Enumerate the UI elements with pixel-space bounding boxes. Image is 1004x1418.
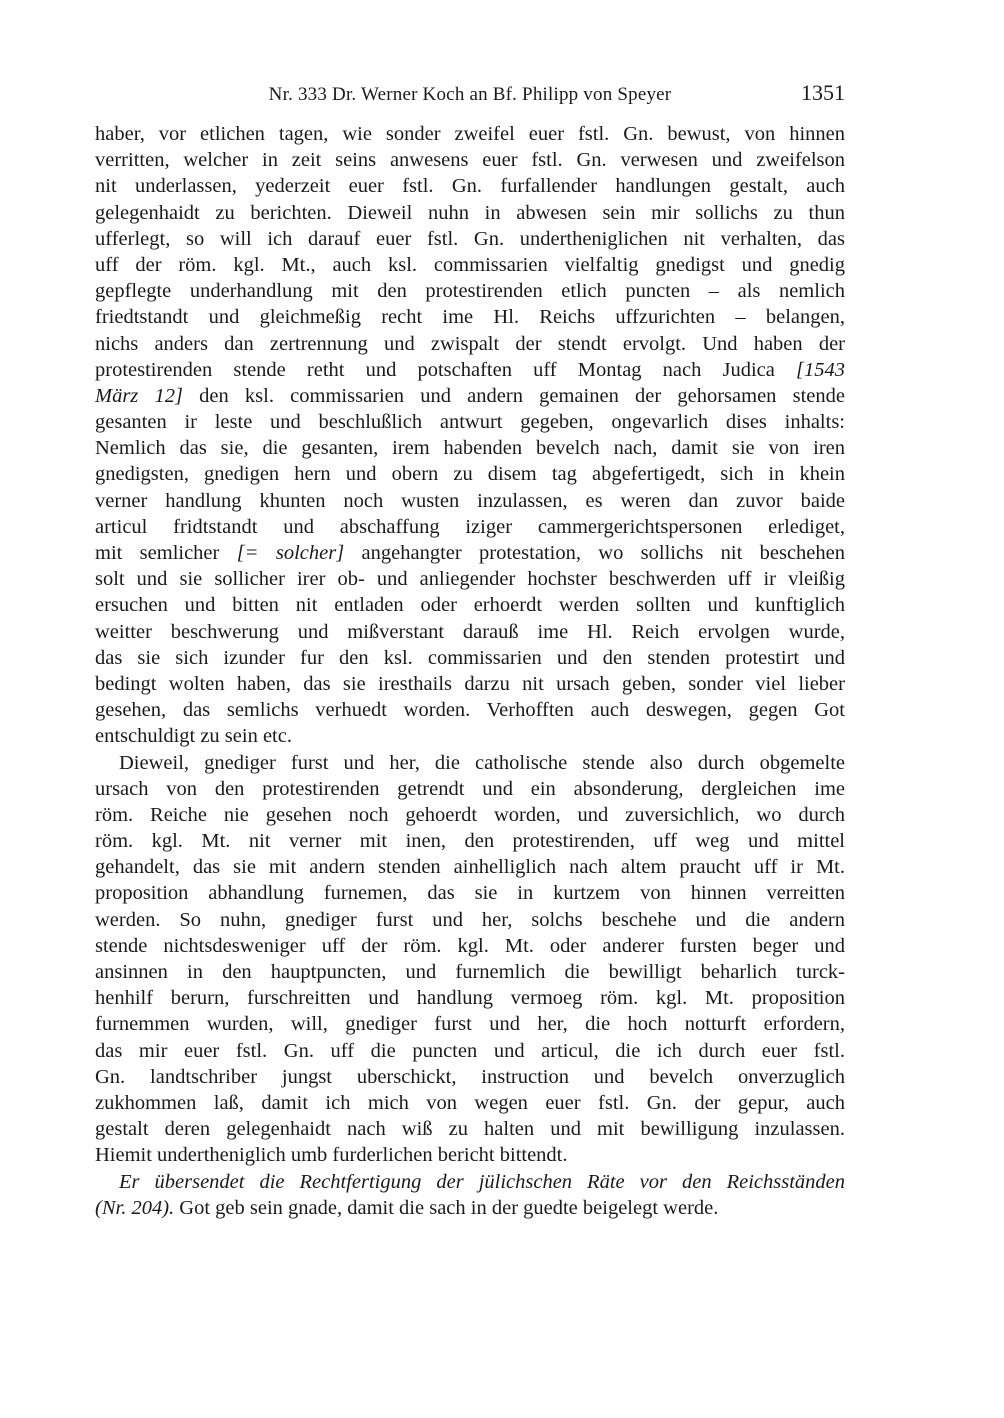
text-segment: das sie sich izunder fur den ksl. commissarien und den stenden protestirt und bbox=[95, 646, 845, 669]
text-line bbox=[95, 645, 845, 671]
text-segment: furnemmen wurden, will, gnediger furst und her, die hoch notturft erfordern, bbox=[95, 1013, 845, 1036]
text-segment: ansinnen in den hauptpuncten, und furnemlich die bewilligt beharlich turck- bbox=[95, 961, 845, 983]
running-title: Nr. 333 Dr. Werner Koch an Bf. Philipp von Speyer bbox=[268, 84, 672, 105]
text-line bbox=[95, 147, 845, 173]
text-segment: ursach von den protestirenden getrendt und ein absonderung, dergleichen ime bbox=[95, 777, 845, 800]
text-segment: proposition abhandlung furnemen, das sie in kurtzem von hinnen verreitten bbox=[95, 882, 845, 905]
text-segment: gnedigsten, gnedigen hern und obern zu disem tag abgefertigedt, sich in khein bbox=[95, 463, 845, 486]
text-line bbox=[95, 592, 845, 618]
text-line bbox=[95, 1169, 845, 1195]
text-line bbox=[95, 1011, 845, 1037]
text-line bbox=[95, 723, 845, 749]
page-number: 1351 bbox=[801, 80, 845, 105]
text-segment: haber, vor etlichen tagen, wie sonder zweifel euer fstl. Gn. bewust, von hinnen bbox=[95, 123, 845, 145]
text-line bbox=[95, 461, 845, 487]
text-segment: angehangter protestation, wo sollichs nit beschehen bbox=[344, 542, 845, 564]
text-segment: nit underlassen, yederzeit euer fstl. Gn. furfallender handlungen gestalt, auch bbox=[95, 175, 845, 198]
text-line bbox=[95, 854, 845, 880]
text-line bbox=[95, 671, 845, 697]
text-segment: ersuchen und bitten nit entladen oder erhoerdt werden sollten und kunftiglich bbox=[95, 594, 845, 617]
text-line bbox=[95, 959, 845, 985]
text-segment: verner handlung khunten noch wusten inzulassen, es weren dan zuvor baide bbox=[95, 489, 845, 512]
text-line bbox=[95, 200, 845, 226]
text-line bbox=[95, 697, 845, 723]
text-segment: weitter beschwerung und mißverstant darauß ime Hl. Reich ervolgen wurde, bbox=[95, 620, 845, 643]
text-line bbox=[95, 907, 845, 933]
text-segment: verritten, welcher in zeit seins anwesens euer fstl. Gn. verwesen und zweifelson bbox=[95, 149, 845, 172]
text-segment: Got geb sein gnade, damit die sach in der guedte beigelegt werde. bbox=[174, 1196, 719, 1219]
text-segment: gesehen, das semlichs verhuedt worden. Verhofften auch deswegen, gegen Got bbox=[95, 699, 845, 722]
text-segment: mit semlicher bbox=[95, 542, 237, 564]
text-line bbox=[95, 226, 845, 252]
text-line bbox=[95, 802, 845, 828]
text-segment: solt und sie sollicher irer ob- und anliegender hochster beschwerden uff ir vleißig bbox=[95, 568, 845, 591]
text-line bbox=[95, 514, 845, 540]
text-segment: bedingt wolten haben, das sie iresthails darzu nit ursach geben, sonder viel lieber bbox=[95, 672, 845, 695]
text-segment: stende nichtsdesweniger uff der röm. kgl. Mt. oder anderer fursten beger und bbox=[95, 934, 845, 957]
text-segment: gesanten ir leste und beschlußlich antwurt gegeben, ongevarlich dises inhalts: bbox=[95, 411, 845, 434]
text-line bbox=[95, 828, 845, 854]
text-line bbox=[95, 566, 845, 592]
text-line bbox=[95, 1090, 845, 1116]
text-line bbox=[95, 1116, 845, 1142]
italic-segment: [1543 bbox=[796, 358, 845, 381]
text-line bbox=[95, 750, 845, 776]
text-segment: das mir euer fstl. Gn. uff die puncten und articul, die ich durch euer fstl. bbox=[95, 1039, 845, 1062]
text-line bbox=[95, 304, 845, 330]
text-segment: röm. kgl. Mt. nit verner mit inen, den protestirenden, uff weg und mittel bbox=[95, 830, 845, 853]
text-line bbox=[95, 252, 845, 278]
text-line bbox=[95, 1038, 845, 1064]
text-line bbox=[95, 278, 845, 304]
text-segment: zukhommen laß, damit ich mich von wegen euer fstl. Gn. der gepur, auch bbox=[95, 1091, 845, 1114]
text-line bbox=[95, 985, 845, 1011]
text-line bbox=[95, 933, 845, 959]
text-segment: protestirenden stende retht und potschaften uff Montag nach Judica bbox=[95, 358, 797, 381]
text-segment: Gn. landtschriber jungst uberschickt, instruction und bevelch onverzuglich bbox=[95, 1065, 845, 1088]
text-line bbox=[95, 121, 845, 147]
text-segment: ufferlegt, so will ich darauf euer fstl. Gn. undertheniglichen nit verhalten, das bbox=[95, 227, 845, 250]
text-segment: gepflegte underhandlung mit den protestirenden etlich puncten – als nemlich bbox=[95, 280, 845, 303]
text-line bbox=[95, 540, 845, 566]
text-segment: Hiemit undertheniglich umb furderlichen bericht bittendt. bbox=[95, 1144, 568, 1167]
text-segment: röm. Reiche nie gesehen noch gehoerdt worden, und zuversichlich, wo durch bbox=[95, 803, 845, 826]
text-segment: henhilf berurn, furschreitten und handlung vermoeg röm. kgl. Mt. proposition bbox=[95, 987, 845, 1010]
text-segment: den ksl. commissarien und andern gemainen der gehorsamen stende bbox=[182, 384, 845, 407]
text-line bbox=[95, 619, 845, 645]
text-line bbox=[95, 776, 845, 802]
text-line bbox=[95, 1195, 845, 1221]
text-line bbox=[95, 488, 845, 514]
text-segment: gestalt deren gelegenhaidt nach wiß zu halten und mit bewilligung inzulassen. bbox=[95, 1118, 845, 1141]
text-segment: uff der röm. kgl. Mt., auch ksl. commissarien vielfaltig gnedigst und gnedig bbox=[95, 253, 845, 276]
italic-segment: März 12] bbox=[95, 384, 183, 407]
italic-segment: Er übersendet die Rechtfertigung der jülichschen Räte vor den Reichsständen bbox=[119, 1170, 845, 1193]
text-segment: entschuldigt zu sein etc. bbox=[95, 725, 292, 748]
text-segment: Dieweil, gnediger furst und her, die catholische stende also durch obgemelte bbox=[119, 751, 845, 774]
text-segment: Nemlich das sie, die gesanten, irem habenden bevelch nach, damit sie von iren bbox=[95, 437, 845, 460]
text-segment: gelegenhaidt zu berichten. Dieweil nuhn in abwesen sein mir sollichs zu thun bbox=[95, 201, 845, 224]
text-segment: articul fridtstandt und abschaffung iziger cammergerichtspersonen erlediget, bbox=[95, 515, 845, 538]
text-line bbox=[95, 1064, 845, 1090]
text-segment: werden. So nuhn, gnediger furst und her, solchs beschehe und die andern bbox=[95, 908, 845, 931]
italic-segment: [= solcher] bbox=[236, 542, 345, 564]
text-segment: nichs anders dan zertrennung und zwispalt der stendt ervolgt. Und haben der bbox=[95, 332, 845, 355]
body-text bbox=[95, 121, 845, 1221]
text-line bbox=[95, 173, 845, 199]
text-segment: friedtstandt und gleichmeßig recht ime Hl. Reichs uffzurichten – belangen, bbox=[95, 306, 845, 329]
text-line bbox=[95, 383, 845, 409]
text-line bbox=[95, 409, 845, 435]
text-segment: gehandelt, das sie mit andern stenden ainhelliglich nach altem praucht uff ir Mt. bbox=[95, 856, 845, 879]
text-line bbox=[95, 1142, 845, 1168]
running-head bbox=[95, 80, 845, 110]
text-line bbox=[95, 880, 845, 906]
text-line bbox=[95, 331, 845, 357]
italic-segment: (Nr. 204). bbox=[95, 1196, 175, 1219]
text-line bbox=[95, 435, 845, 461]
text-line bbox=[95, 357, 845, 383]
